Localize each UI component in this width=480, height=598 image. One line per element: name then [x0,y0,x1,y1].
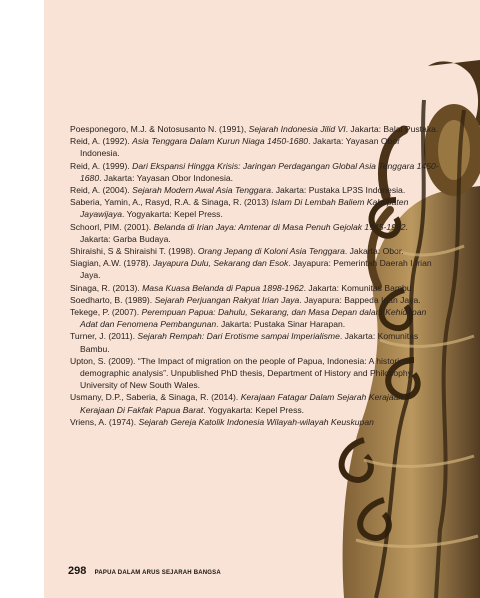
reference-entry: Soedharto, B. (1989). Sejarah Perjuangan Rakyat Irian Jaya. Jayapura: Bappeda Irian Jaya. [70,294,421,305]
reference-entry: Schoorl, PIM. (2001). Belanda di Irian Jaya: Amtenar di Masa Penuh Gejolak 1945-1962. Jakarta: Garba Budaya. [70,221,408,244]
reference-entry: Siagian, A.W. (1978). Jayapura Dulu, Sekarang dan Esok. Jayapura: Pemerintah Daerah I Irian Jaya. [70,258,432,281]
reference-entry: Reid, A. (1992). Asia Tenggara Dalam Kurun Niaga 1450-1680. Jakarta: Yayasan Obor Indonesia. [70,136,400,159]
reference-entry: Upton, S. (2009). “The Impact of migration on the people of Papua, Indonesia: A historical demographic analysis”. Unpublished PhD thesis, Department of History and Philosophy, University of New South Wales. [70,355,414,391]
reference-entry: Reid, A. (1999). Dari Ekspansi Hingga Krisis: Jaringan Perdagangan Global Asia Tenggara 1450-1680. Jakarta: Yayasan Obor Indonesia. [70,160,439,183]
reference-entry: Shiraishi, S & Shiraishi T. (1998). Orang Jepang di Koloni Asia Tenggara. Jakarta: Obor. [70,246,404,257]
reference-list [70,123,440,428]
reference-entry: Vriens, A. (1974). Sejarah Gereja Katolik Indonesia Wilayah-wilayah Keuskupan [70,416,374,427]
reference-entry: Turner, J. (2011). Sejarah Rempah: Dari Erotisme sampai Imperialisme. Jakarta: Komunitas Bambu. [70,331,419,354]
page-footer [68,565,221,577]
reference-entry: Saberia, Yamin, A., Rasyd, R.A. & Sinaga, R. (2013) Islam Di Lembah Baliem Kabupaten Jayawijaya. Yogyakarta: Kepel Press. [70,197,409,220]
reference-entry: Reid, A. (2004). Sejarah Modern Awal Asia Tenggara. Jakarta: Pustaka LP3S Indonesia. [70,185,406,196]
reference-entry: Sinaga, R. (2013). Masa Kuasa Belanda di Papua 1898-1962. Jakarta: Komunitas Bambu. [70,282,414,293]
reference-entry: Usmany, D.P., Saberia, & Sinaga, R. (2014). Kerajaan Fatagar Dalam Sejarah Kerajaan-Kerajaan Di Fakfak Papua Barat. Yogyakarta: Kepel Press. [70,392,406,415]
reference-entry: Tekege, P. (2007). Perempuan Papua: Dahulu, Sekarang, dan Masa Depan dalam Kehidupan Adat dan Fenomena Pembangunan. Jakarta: Pustaka Sinar Harapan. [70,307,427,330]
reference-entry: Poesponegoro, M.J. & Notosusanto N. (1991), Sejarah Indonesia Jilid VI. Jakarta: Balai Pustaka. [70,124,439,134]
running-title: PAPUA DALAM ARUS SEJARAH BANGSA [94,570,221,576]
page-number: 298 [68,565,87,577]
